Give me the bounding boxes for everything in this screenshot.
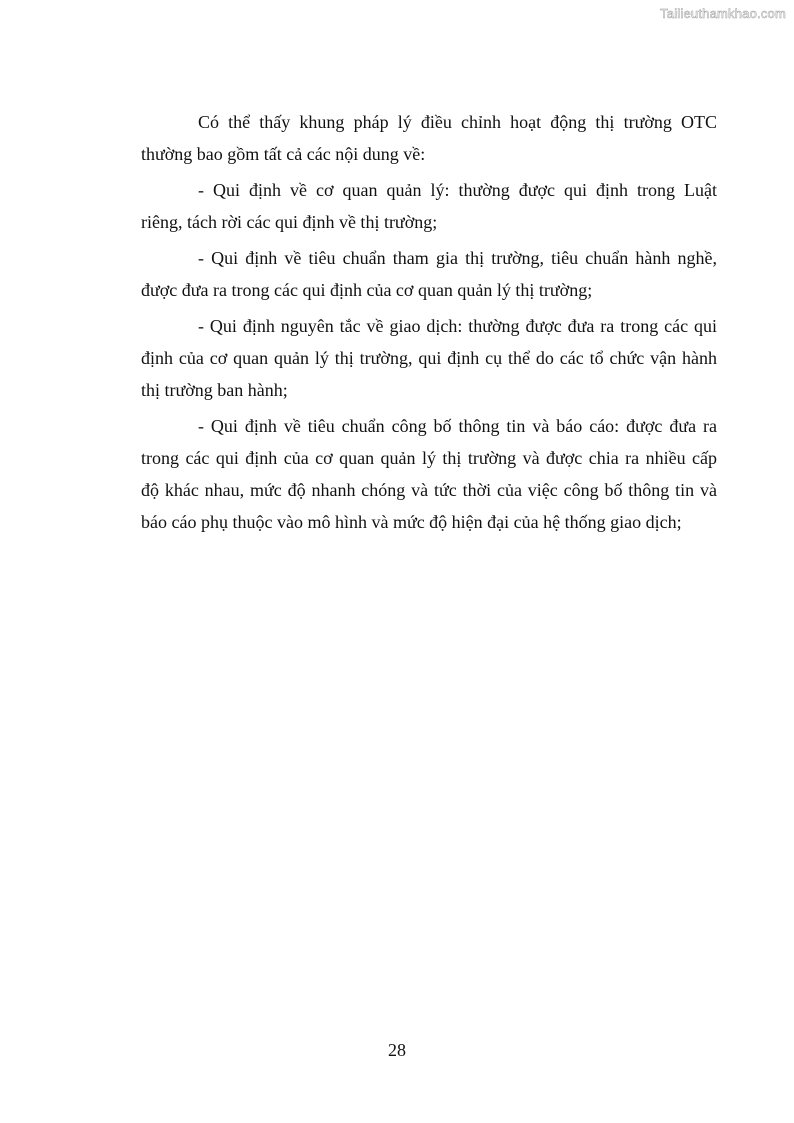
page-number: 28 <box>388 1040 406 1060</box>
document-body <box>141 108 717 544</box>
text-line: Có thể thấy khung pháp lý điều chỉnh hoạt động thị trường OTC <box>198 112 717 132</box>
text-line: thường bao gồm tất cả các nội dung về: <box>141 144 426 164</box>
paragraph-trading-principles <box>141 312 717 408</box>
paragraph-intro <box>141 108 717 172</box>
text-line: riêng, tách rời các qui định về thị trường; <box>141 212 438 232</box>
text-line: định của cơ quan quản lý thị trường, qui định cụ thể do các tổ chức vận hành <box>141 348 717 368</box>
watermark: Tailieuthamkhao.com <box>660 6 786 21</box>
text-line: - Qui định về tiêu chuẩn công bố thông tin và báo cáo: được đưa ra <box>198 416 717 436</box>
paragraph-participation-standards <box>141 244 717 308</box>
text-line: thị trường ban hành; <box>141 380 288 400</box>
text-line: trong các qui định của cơ quan quản lý thị trường và được chia ra nhiều cấp <box>141 448 717 468</box>
text-line: được đưa ra trong các qui định của cơ quan quản lý thị trường; <box>141 280 593 300</box>
text-line: báo cáo phụ thuộc vào mô hình và mức độ hiện đại của hệ thống giao dịch; <box>141 512 682 532</box>
text-line: - Qui định về cơ quan quản lý: thường được qui định trong Luật <box>198 180 717 200</box>
text-line: độ khác nhau, mức độ nhanh chóng và tức thời của việc công bố thông tin và <box>141 480 717 500</box>
paragraph-disclosure-standards <box>141 412 717 540</box>
paragraph-management-agency <box>141 176 717 240</box>
text-line: - Qui định về tiêu chuẩn tham gia thị trường, tiêu chuẩn hành nghề, <box>198 248 717 268</box>
text-line: - Qui định nguyên tắc về giao dịch: thường được đưa ra trong các qui <box>198 316 717 336</box>
